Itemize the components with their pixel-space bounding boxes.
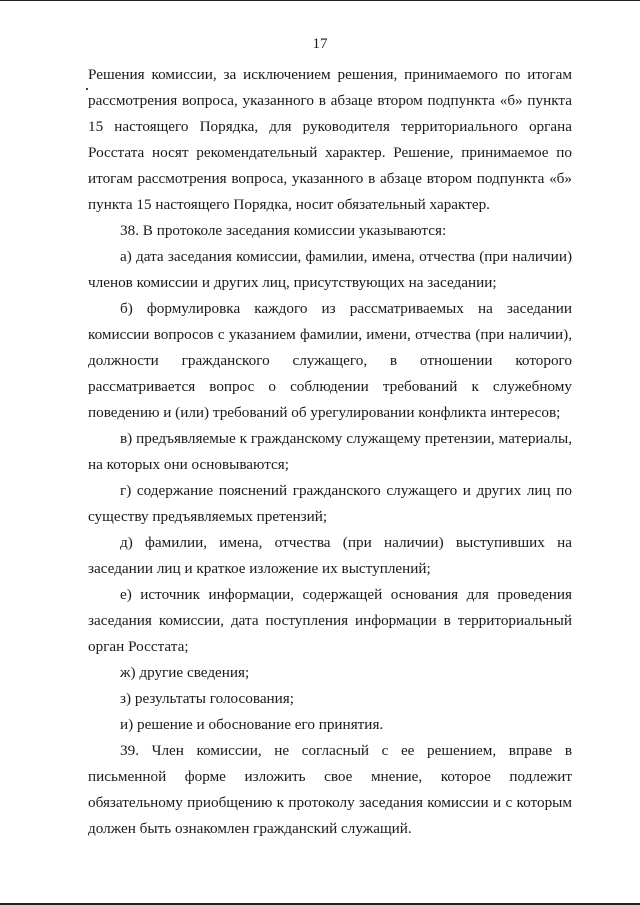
paragraph-subitem-v: в) предъявляемые к гражданскому служащему претензии, материалы, на которых они основываются;: [88, 430, 572, 473]
paragraph-subitem-z: з) результаты голосования;: [120, 690, 295, 707]
paragraph-subitem-b: б) формулировка каждого из рассматриваемых на заседании комиссии вопросов с указанием фамилии, имени, отчества (при наличии), должности гражданского служащего, в отношении которого рассматривается вопрос о соблюдении требований к служебному поведению и (или) требований об урегулировании конфликта интересов;: [88, 300, 572, 421]
paragraph-subitem-g: г) содержание пояснений гражданского служащего и других лиц по существу предъявляемых претензий;: [88, 482, 572, 525]
paragraph-item-38: 38. В протоколе заседания комиссии указываются:: [120, 222, 447, 239]
paragraph-item-39: 39. Член комиссии, не согласный с ее решением, вправе в письменной форме изложить свое мнение, которое подлежит обязательному приобщению к протоколу заседания комиссии и с которым должен быть ознакомлен гражданский служащий.: [88, 742, 572, 837]
paragraph-subitem-d: д) фамилии, имена, отчества (при наличии) выступивших на заседании лиц и краткое изложение их выступлений;: [88, 534, 572, 577]
paragraph-subitem-i: и) решение и обоснование его принятия.: [120, 716, 384, 733]
paragraph-subitem-e: е) источник информации, содержащей основания для проведения заседания комиссии, дата поступления информации в территориальный орган Росстата;: [88, 586, 572, 655]
document-body: [88, 62, 572, 842]
paragraph-intro: Решения комиссии, за исключением решения, принимаемого по итогам рассмотрения вопроса, указанного в абзаце втором подпункта «б» пункта 15 настоящего Порядка, для руководителя территориального органа Росстата носят рекомендательный характер. Решение, принимаемое по итогам рассмотрения вопроса, указанного в абзаце втором подпункта «б» пункта 15 настоящего Порядка, носит обязательный характер.: [88, 66, 572, 213]
page-number: 17: [312, 36, 328, 52]
paragraph-subitem-a: а) дата заседания комиссии, фамилии, имена, отчества (при наличии) членов комиссии и других лиц, присутствующих на заседании;: [88, 248, 572, 291]
page-edge-top: [0, 0, 640, 1]
paragraph-subitem-zh: ж) другие сведения;: [120, 664, 250, 681]
